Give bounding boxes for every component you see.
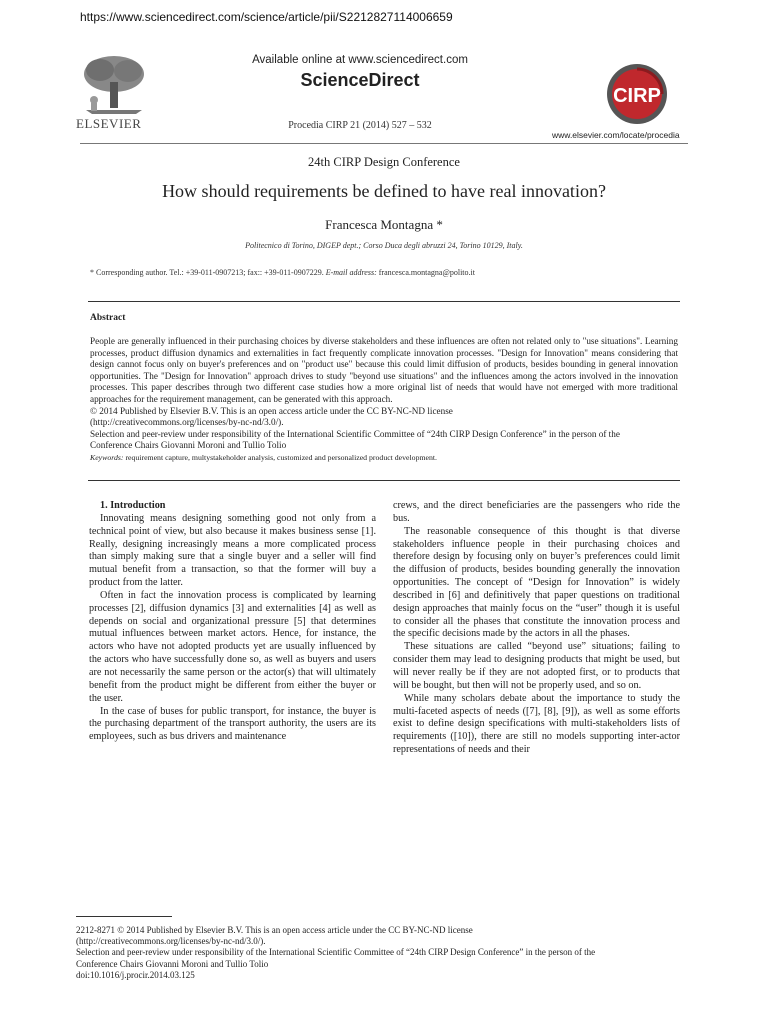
body-left-column <box>89 500 376 744</box>
corresponding-author <box>90 268 690 277</box>
abstract-block <box>90 336 678 464</box>
paragraph: Often in fact the innovation process is complicated by learning processes [2], diffusion dynamics [3] and externalities [4] as well as depends on social and organizational pressure [5] that determines mutual influences between market actors. Hence, for instance, the actors who have not adopted products yet are usually influenced by the actors who have successfully done so, as well as buyers and users are not necessarily the same person or the actor(s) that will ultimately benefit from the product might be different from either the buyer or the user. <box>89 589 376 704</box>
cirp-logo-icon <box>606 63 668 125</box>
paragraph: The reasonable consequence of this thought is that diverse stakeholders influence people in their purchasing choices and therefore design by focusing only on buyer’s preferences could limit the diffusion of products, besides bounding generally the innovation opportunities. The concept of “Design for Innovation” is widely described in [6] and definitively that paper questions on traditional design approaches that mainly focus on the “user” though it is useful to consider all the phases that constitute the innovation process and the specific decisions made by the actors in all the phases. <box>393 525 680 640</box>
footer-license-link[interactable]: (http://creativecommons.org/licenses/by-nc-nd/3.0/). <box>76 936 266 947</box>
paragraph: crews, and the direct beneficiaries are the passengers who ride the bus. <box>393 500 680 524</box>
abstract-heading: Abstract <box>90 313 126 323</box>
footer-rule <box>76 916 172 917</box>
footer-issn-license: 2212-8271 © 2014 Published by Elsevier B.V. This is an open access article under the CC BY-NC-ND license <box>76 925 473 935</box>
footer-review-chairs: Conference Chairs Giovanni Moroni and Tullio Tolio <box>76 958 269 969</box>
email-label: E-mail address: <box>325 268 377 277</box>
footer-review-line: Selection and peer-review under responsibility of the International Scientific Committee of “24th CIRP Design Conference” in the person of the <box>76 947 596 958</box>
corresponding-contact: * Corresponding author. Tel.: +39-011-0907213; fax:: +39-011-0907229. <box>90 268 324 277</box>
page-url[interactable]: https://www.sciencedirect.com/science/article/pii/S2212827114006659 <box>80 10 453 24</box>
article-title: How should requirements be defined to have real innovation? <box>162 181 606 201</box>
abstract-review-line: Selection and peer-review under responsibility of the International Scientific Committee of “24th CIRP Design Conference” in the person of the <box>90 428 620 439</box>
publisher-name: ELSEVIER <box>76 116 142 131</box>
paragraph: These situations are called “beyond use” situations; failing to consider them may lead to designing products that might be used, but will never really be if they are not adopted first, or to products that will be bought, but then will not be properly used, and so on. <box>393 641 680 691</box>
abstract-top-rule <box>88 301 680 302</box>
paragraph: While many scholars debate about the importance to study the multi-faceted aspects of needs ([7], [8], [9]), as well as some efforts exist to define design specifications with multi-stakeholders lists of requirements ([10]), there are still no models supporting inter-actor representations of needs and their <box>393 692 680 756</box>
keywords-line <box>90 452 678 464</box>
author-affiliation: Politecnico di Torino, DIGEP dept.; Corso Duca degli abruzzi 24, Torino 10129, Italy. <box>245 241 523 250</box>
keywords-text: requirement capture, multystakeholder analysis, customized and personalized product development. <box>125 452 438 462</box>
sciencedirect-wordmark: ScienceDirect <box>300 70 420 90</box>
abstract-copyright: © 2014 Published by Elsevier B.V. This is an open access article under the CC BY-NC-ND license <box>90 405 453 416</box>
conference-name: 24th CIRP Design Conference <box>308 155 460 169</box>
abstract-bottom-rule <box>88 480 680 481</box>
keywords-label: Keywords: <box>90 452 124 462</box>
abstract-text: People are generally influenced in their purchasing choices by diverse stakeholders and these influences are often not related only to "use situations". Learning processes, product diffusion dynamics and externalities in fact frequently complicate innovation processes. "Design for Innovation" means considering that design cannot focus only on buyer's preferences and on "product use" because this could limit diffusion of products, besides bounding in general innovation opportunities. The "Design for Innovation" approach drives to study "beyond use situations" and the influences among the actors involved in the innovation processes. This paper describes through two different case studies how a more original list of needs that would have not emerged with more traditional approaches for the requirement management, can be generated with this approach. <box>90 336 678 404</box>
paragraph: In the case of buses for public transport, for instance, the buyer is the purchasing department of the transport authority, the users are its employees, such as bus drivers and maintenance <box>89 705 376 743</box>
page-footer <box>76 925 696 981</box>
author-name: Francesca Montagna * <box>325 217 443 232</box>
body-right-column <box>393 500 680 757</box>
journal-citation: Procedia CIRP 21 (2014) 527 – 532 <box>288 120 432 131</box>
header-divider <box>80 143 688 144</box>
footer-doi[interactable]: doi:10.1016/j.procir.2014.03.125 <box>76 969 195 980</box>
abstract-review-chairs: Conference Chairs Giovanni Moroni and Tullio Tolio <box>90 440 287 451</box>
paragraph: Innovating means designing something good not only from a technical point of view, but also because it makes business sense [1]. Really, designing increasingly means a more complicated process than simply making sure that a single buyer and a seller will find mutual benefit from a transaction, so that the former will buy a product from the latter. <box>89 512 376 589</box>
section-heading: 1. Introduction <box>100 500 166 511</box>
svg-text:CIRP: CIRP <box>613 85 661 107</box>
elsevier-tree-icon <box>76 52 152 116</box>
abstract-license-link[interactable]: (http://creativecommons.org/licenses/by-nc-nd/3.0/). <box>90 417 284 428</box>
email-address[interactable]: francesca.montagna@polito.it <box>378 268 475 277</box>
locate-link[interactable]: www.elsevier.com/locate/procedia <box>552 130 680 140</box>
availability-line: Available online at www.sciencedirect.com <box>252 54 468 66</box>
